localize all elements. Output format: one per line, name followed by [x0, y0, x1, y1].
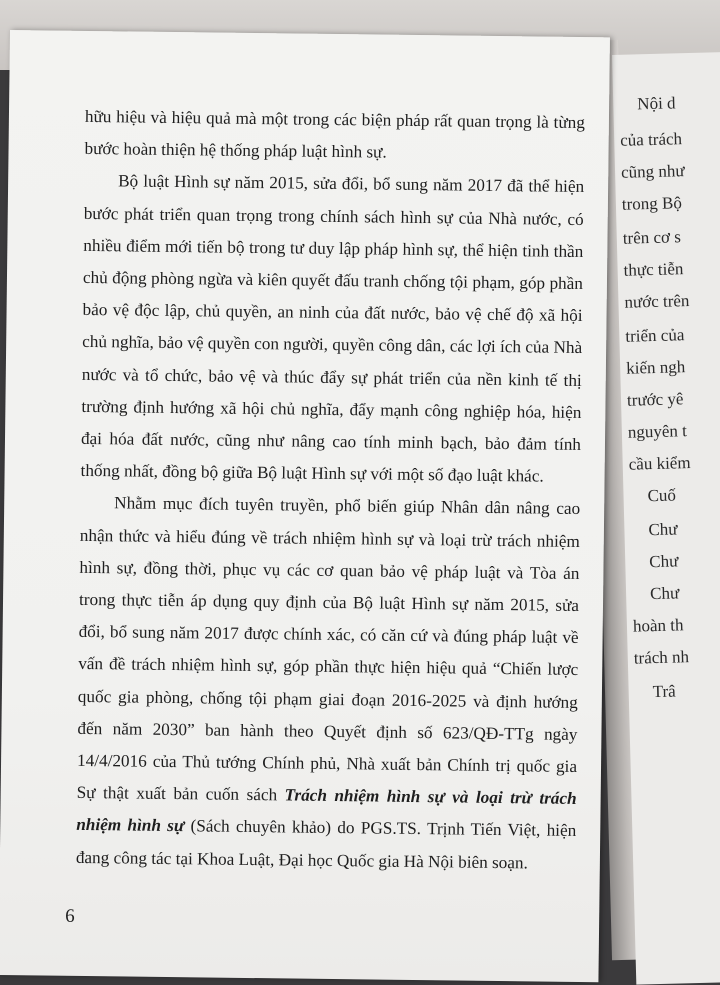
right-page-line: kiến ngh: [625, 357, 686, 378]
right-page-line: nguyên t: [627, 421, 688, 442]
book-title: Trách nhiệm hình sự và loại trừ trách nhiệm hình sự: [76, 785, 577, 836]
left-page: [0, 30, 610, 982]
right-page-line: cũng như: [620, 161, 685, 182]
right-page-line: trên cơ s: [622, 227, 682, 248]
right-page-line: trách nh: [633, 647, 690, 668]
page-number: 6: [65, 905, 75, 927]
paragraph: Bộ luật Hình sự năm 2015, sửa đổi, bổ sung năm 2017 đã thể hiện bước phát triển quan trọng trong chính sách hình sự của Nhà nước, có nhiều điểm mới tiến bộ trong tư duy lập pháp hình sự, thể hiện tinh thần chủ động phòng ngừa và kiên quyết đấu tranh chống tội phạm, góp phần bảo vệ độc lập, chủ quyền, an ninh của đất nước, bảo vệ chế độ xã hội chủ nghĩa, bảo vệ quyền con người, quyền công dân, các lợi ích của Nhà nước và tổ chức, bảo vệ và thúc đẩy sự phát triển của nền kinh tế thị trường định hướng xã hội chủ nghĩa, đẩy mạnh công nghiệp hóa, hiện đại hóa đất nước, cũng như nâng cao tính minh bạch, bảo đảm tính thống nhất, đồng bộ giữa Bộ luật Hình sự với một số đạo luật khác.: [80, 171, 585, 486]
right-page-line: nước trên: [624, 291, 690, 312]
right-page-line: Cuố: [647, 485, 677, 506]
right-page-line: Chư: [648, 519, 678, 540]
body-text: [76, 101, 585, 880]
right-page-line: hoàn th: [632, 615, 684, 636]
right-page-line: Chư: [649, 551, 679, 572]
paragraph: hữu hiệu và hiệu quả mà một trong các biện pháp rất quan trọng là từng bước hoàn thiện hệ thống pháp luật hình sự.: [84, 106, 586, 162]
right-page-line: thực tiễn: [623, 259, 684, 280]
right-page-line: triển của: [625, 325, 685, 346]
paragraph-text: Nhằm mục đích tuyên truyền, phổ biến giúp Nhân dân nâng cao nhận thức và hiểu đúng về trách nhiệm hình sự và loại trừ trách nhiệm hình sự, đồng thời, phục vụ các cơ quan bảo vệ pháp luật và Tòa án trong thực tiễn áp dụng quy định của Bộ luật Hình sự năm 2015, sửa đổi, bổ sung năm 2017 được chính xác, có căn cứ và đúng pháp luật về vấn đề trách nhiệm hình sự, góp phần thực hiện hiệu quả “Chiến lược quốc gia phòng, chống tội phạm giai đoạn 2016-2025 và định hướng đến năm 2030” ban hành theo Quyết định số 623/QĐ-TTg ngày 14/4/2016 của Thủ tướng Chính phủ, Nhà xuất bản Chính trị quốc gia Sự thật xuất bản cuốn sách: [76, 493, 581, 805]
right-page-line: Nội d: [637, 93, 676, 114]
right-page-line: của trách: [619, 129, 683, 150]
paragraph: [76, 487, 581, 880]
right-page-line: cầu kiểm: [628, 453, 691, 474]
right-page-line: trong Bộ: [621, 193, 683, 214]
right-page-line: Trâ: [652, 681, 676, 702]
right-page-line: trước yê: [626, 389, 684, 410]
right-page-line: Chư: [649, 583, 680, 604]
paragraph-text: (Sách chuyên khảo) do PGS.TS. Trịnh Tiến Việt, hiện đang công tác tại Khoa Luật, Đại học Quốc gia Hà Nội biên soạn.: [75, 816, 577, 873]
